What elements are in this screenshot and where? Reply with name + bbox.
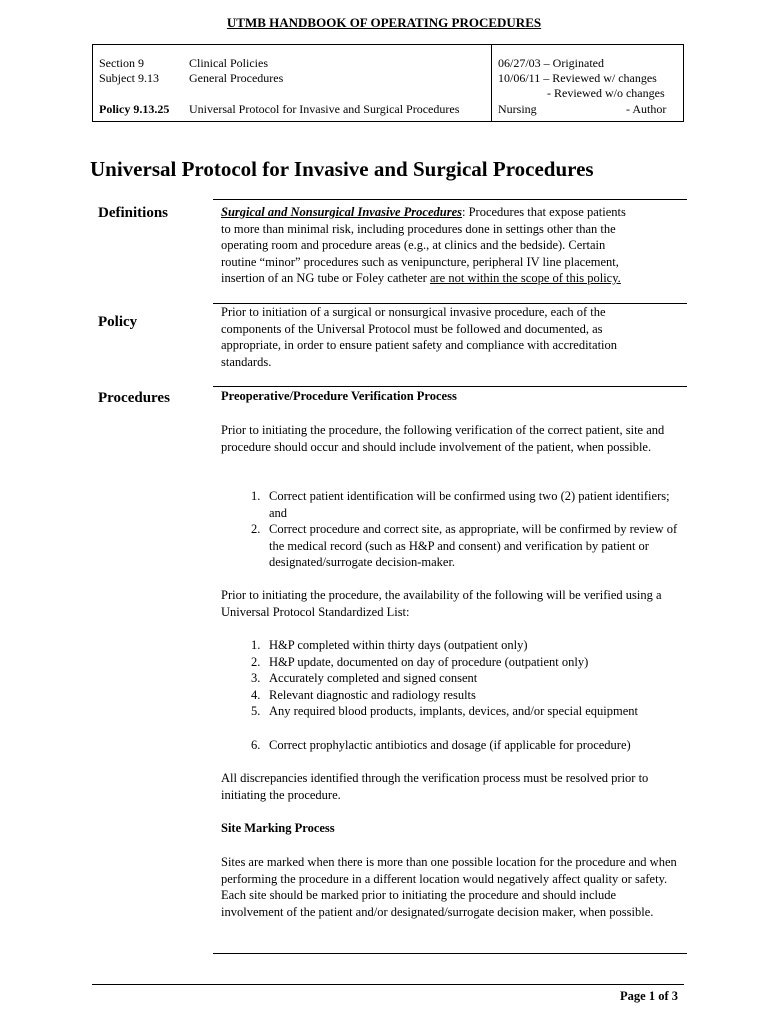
definitions-line-3: operating room and procedure areas (e.g., at clinics and the bedside). Certain [221, 238, 606, 252]
list-text: Correct procedure and correct site, as appropriate, will be confirmed by review of the medical record (such as H&P and consent) and verification by patient or designated/surrogate decision-maker. [269, 522, 678, 569]
subject-value: General Procedures [189, 71, 284, 85]
availability-item-6 [221, 737, 691, 754]
author-label: - Author [626, 102, 667, 116]
definitions-label: Definitions [98, 205, 169, 221]
page-number: Page 1 of 3 [620, 989, 678, 1003]
list-number: 1. [251, 489, 261, 503]
discrepancies-text [221, 770, 681, 803]
definition-line5-start: insertion of an NG tube or Foley catheter [221, 271, 430, 285]
list-text: H&P completed within thirty days (outpatient only) [269, 638, 528, 652]
availability-intro-text: Prior to initiating the procedure, the availability of the following will be verified using a Universal Protocol Standardized List: [221, 588, 662, 619]
definitions-line-1 [221, 204, 681, 221]
policy-info-left [93, 45, 492, 121]
originated-date: 06/27/03 – Originated [498, 56, 604, 70]
reviewed-changes-date: 10/06/11 – Reviewed w/ changes [498, 71, 657, 85]
policy-paragraph: Prior to initiation of a surgical or nonsurgical invasive procedure, each of the components of the Universal Protocol must be followed and documented, as appropriate, in order to ensure patient safety and compliance with accreditation standards. [221, 305, 618, 369]
section-row [99, 56, 268, 71]
list-number: 2. [251, 522, 261, 536]
policy-text [221, 304, 661, 370]
list-number: 2. [251, 654, 261, 669]
definition-term: Surgical and Nonsurgical Invasive Procedures [221, 205, 462, 219]
definitions-line-2: to more than minimal risk, including procedures done in settings other than the [221, 221, 616, 236]
document-title: Universal Protocol for Invasive and Surgical Procedures [90, 157, 594, 181]
policy-label: Policy [98, 314, 138, 330]
site-marking-text [221, 854, 677, 920]
list-item [221, 670, 691, 687]
list-item [221, 687, 691, 704]
availability-list [221, 637, 691, 720]
definition-line1-rest: : Procedures that expose patients [462, 205, 626, 219]
list-text: Correct prophylactic antibiotics and dosage (if applicable for procedure) [269, 738, 631, 752]
policy-row [99, 102, 459, 117]
procedures-divider [213, 386, 687, 387]
definitions-line-4: routine “minor” procedures such as venipuncture, peripheral IV line placement, [221, 254, 619, 269]
verification-list [221, 488, 681, 571]
list-item [221, 737, 691, 754]
subject-label: Subject 9.13 [99, 71, 159, 85]
list-text: Accurately completed and signed consent [269, 671, 478, 685]
definitions-text [221, 204, 681, 287]
verification-intro-text: Prior to initiating the procedure, the following verification of the correct patient, site and procedure should occur and should include involvement of the patient, when possible. [221, 423, 665, 454]
site-marking-paragraph: Sites are marked when there is more than one possible location for the procedure and when performing the procedure in a different location would negatively affect quality or safety. Each site should be marked prior to initiating the procedure and should include involvement of the patient and/or designated/surrogate decision maker, when possible. [221, 855, 677, 919]
author-department: Nursing [498, 102, 537, 116]
discrepancies-paragraph: All discrepancies identified through the verification process must be resolved prior to initiating the procedure. [221, 771, 649, 802]
list-text: Any required blood products, implants, devices, and/or special equipment [269, 704, 639, 718]
list-text: Relevant diagnostic and radiology results [269, 687, 476, 702]
policy-info-right [492, 45, 685, 121]
verification-heading: Preoperative/Procedure Verification Process [221, 389, 457, 403]
list-item [221, 521, 681, 571]
list-number: 1. [251, 638, 261, 652]
definitions-divider [213, 199, 687, 200]
policy-name: Universal Protocol for Invasive and Surgical Procedures [189, 102, 460, 116]
handbook-header: UTMB HANDBOOK OF OPERATING PROCEDURES [226, 15, 542, 30]
section-value: Clinical Policies [189, 56, 268, 70]
footer-divider [92, 984, 684, 985]
site-marking-heading: Site Marking Process [221, 821, 335, 835]
reviewed-no-changes: - Reviewed w/o changes [547, 86, 665, 100]
policy-info-table [92, 44, 684, 122]
procedures-label: Procedures [98, 390, 170, 406]
definitions-line-5 [221, 270, 681, 287]
list-text: H&P update, documented on day of procedure (outpatient only) [269, 654, 589, 669]
list-number: 3. [251, 671, 261, 685]
list-item [221, 654, 691, 671]
section-label: Section 9 [99, 56, 144, 70]
list-item [221, 488, 681, 521]
availability-intro [221, 587, 671, 620]
verification-intro [221, 422, 666, 455]
list-item [221, 637, 691, 654]
list-item [221, 703, 691, 720]
list-text: Correct patient identification will be confirmed using two (2) patient identifiers; and [269, 489, 670, 520]
policy-number: Policy 9.13.25 [99, 102, 170, 116]
section-end-divider [213, 953, 687, 954]
list-number: 6. [251, 738, 261, 752]
subject-row [99, 71, 283, 86]
list-number: 4. [251, 687, 261, 702]
list-number: 5. [251, 704, 261, 718]
definition-scope-exclusion: are not within the scope of this policy. [429, 271, 621, 285]
